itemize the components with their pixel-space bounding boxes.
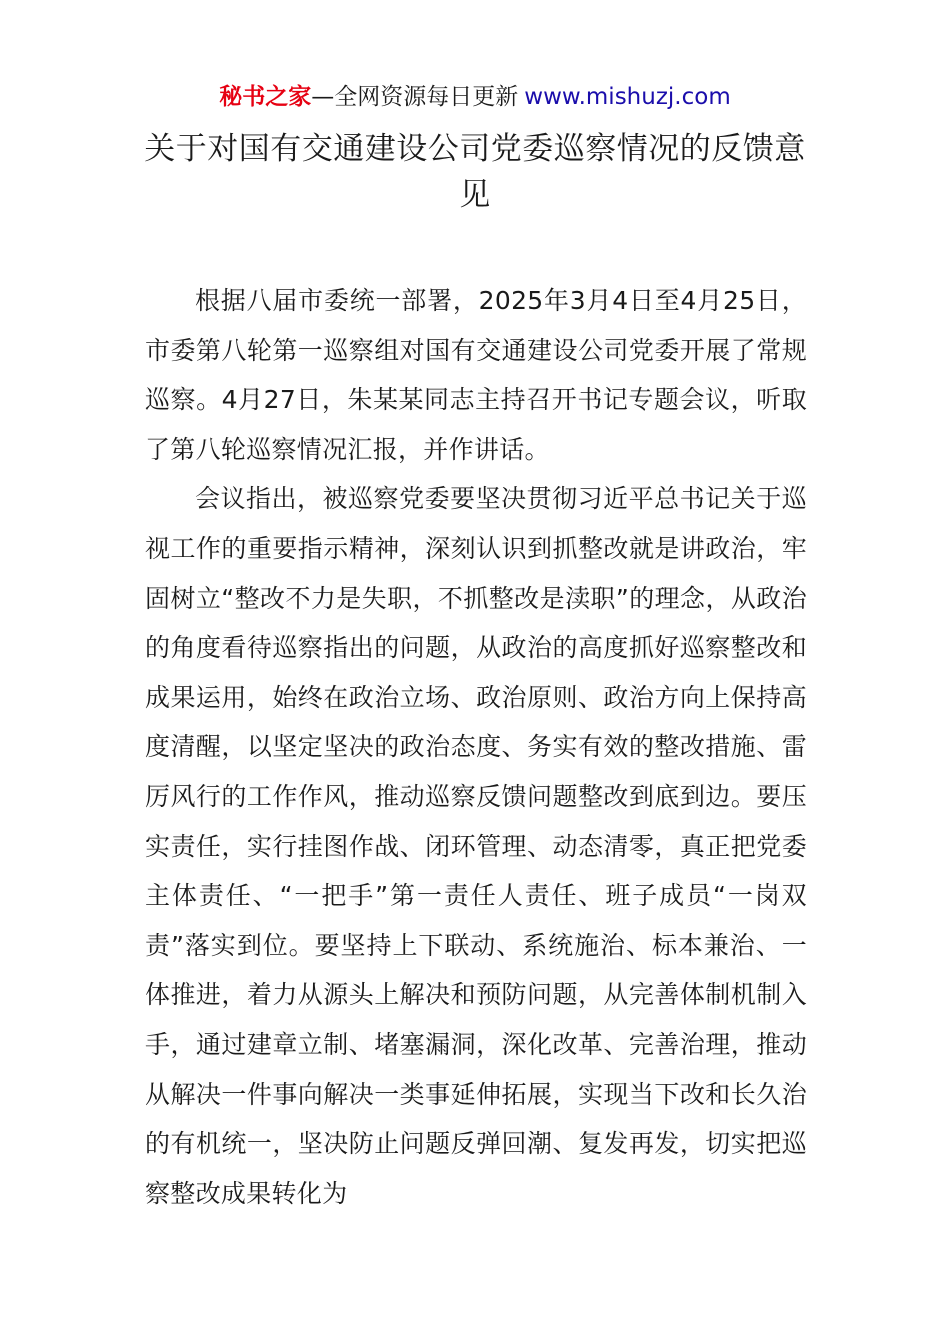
site-url-link[interactable]: www.mishuzj.com (524, 84, 731, 110)
header-tagline: —全网资源每日更新 (311, 84, 519, 110)
paragraph-meeting: 会议指出，被巡察党委要坚决贯彻习近平总书记关于巡视工作的重要指示精神，深刻认识到抓整改就是讲政治，牢固树立“整改不力是失职，不抓整改是渎职”的理念，从政治的角度看待巡察指出的问题，从政治的高度抓好巡察整改和成果运用，始终在政治立场、政治原则、政治方向上保持高度清醒，以坚定坚决的政治态度、务实有效的整改措施、雷厉风行的工作作风，推动巡察反馈问题整改到底到边。要压实责任，实行挂图作战、闭环管理、动态清零，真正把党委主体责任、“一把手”第一责任人责任、班子成员“一岗双责”落实到位。要坚持上下联动、系统施治、标本兼治、一体推进，着力从源头上解决和预防问题，从完善体制机制入手，通过建章立制、堵塞漏洞，深化改革、完善治理，推动从解决一件事向解决一类事延伸拓展，实现当下改和长久治的有机统一，坚决防止问题反弹回潮、复发再发，切实把巡察整改成果转化为 (145, 484, 807, 1208)
site-header (0, 82, 950, 112)
document-body (145, 276, 807, 1218)
brand-name: 秘书之家 (219, 84, 312, 110)
paragraph-intro: 根据八届市委统一部署，2025年3月4日至4月25日，市委第八轮第一巡察组对国有交通建设公司党委开展了常规巡察。4月27日，朱某某同志主持召开书记专题会议，听取了第八轮巡察情况汇报，并作讲话。 (145, 286, 807, 464)
document-title: 关于对国有交通建设公司党委巡察情况的反馈意见 (144, 131, 806, 213)
